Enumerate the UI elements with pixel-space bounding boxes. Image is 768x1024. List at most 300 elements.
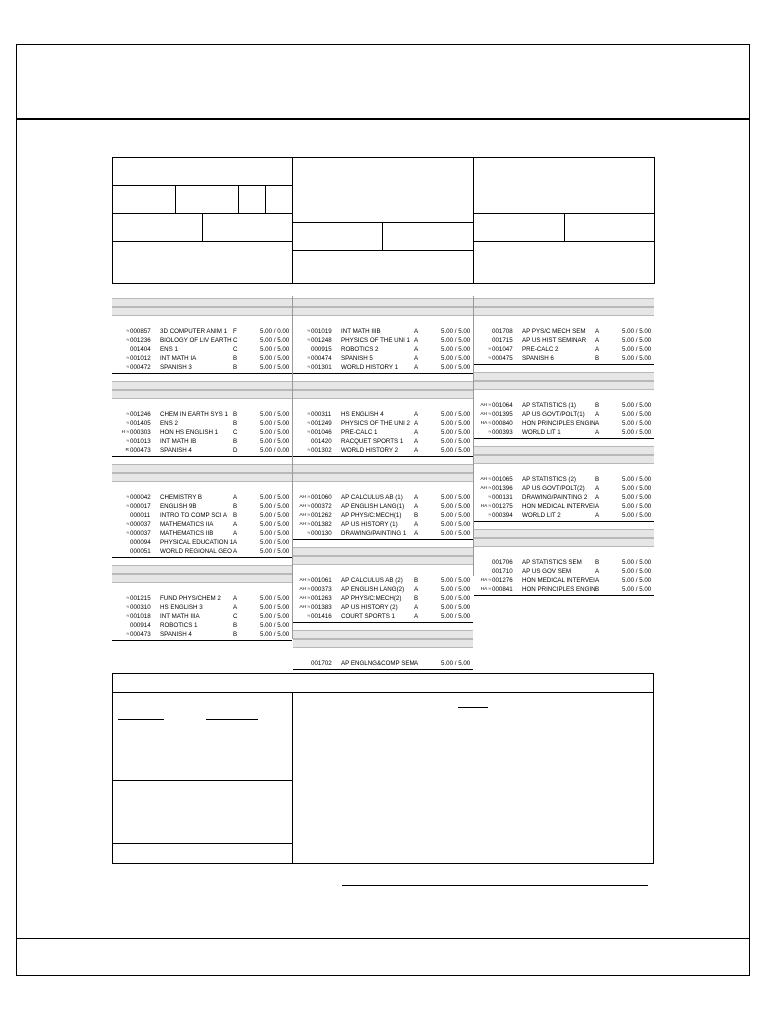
course-grade: C	[233, 613, 238, 620]
course-code: 001302	[311, 447, 332, 454]
course-grade: A	[233, 539, 238, 546]
course-flag: ≈	[307, 614, 310, 619]
course-code: 000473	[130, 447, 151, 454]
course-code: 001708	[492, 328, 513, 335]
course-row	[293, 345, 473, 354]
course-title: PHYSICS OF THE UNI 2	[341, 420, 410, 427]
course-code: 001405	[130, 420, 151, 427]
course-row	[474, 511, 654, 520]
course-row	[474, 336, 654, 345]
course-code: 001416	[311, 613, 332, 620]
course-credits: 5.00 / 5.00	[260, 512, 290, 519]
course-title: SPANISH 3	[160, 364, 192, 371]
course-code: 000393	[492, 429, 513, 436]
course-code: 000011	[130, 512, 151, 519]
course-grade: A	[414, 355, 419, 362]
course-title: WORLD HISTORY 2	[341, 447, 399, 454]
course-code: 001715	[492, 337, 513, 344]
course-flag: AH ≈	[299, 596, 310, 601]
course-flag: ≈	[488, 356, 491, 361]
course-credits: 5.00 / 5.00	[441, 346, 471, 353]
course-title: AP PHYS/C:MECH(2)	[341, 595, 402, 602]
course-credits: 5.00 / 5.00	[622, 411, 652, 418]
course-title: ENGLISH 9B	[160, 503, 197, 510]
course-title: AP US GOVT/POLT(2)	[522, 485, 585, 492]
course-flag: AH ≈	[299, 495, 310, 500]
signature-line	[342, 885, 648, 886]
blank-line	[206, 719, 258, 720]
course-grade: B	[414, 577, 419, 584]
course-row	[293, 410, 473, 419]
course-credits: 5.00 / 5.00	[441, 586, 471, 593]
course-title: MATHEMATICS IIB	[160, 530, 214, 537]
course-row	[293, 327, 473, 336]
course-flag: ≈	[126, 495, 129, 500]
course-credits: 5.00 / 5.00	[260, 613, 290, 620]
course-flag: ≈	[126, 522, 129, 527]
course-flag: AH ≈	[480, 486, 491, 491]
course-title: AP ENGLNG&COMP SEM	[341, 660, 415, 667]
course-credits: 5.00 / 5.00	[441, 503, 471, 510]
course-credits: 5.00 / 5.00	[260, 346, 290, 353]
course-title: CHEM IN EARTH SYS 1	[160, 411, 228, 418]
course-row	[112, 529, 292, 538]
course-row	[293, 437, 473, 446]
course-flag: ≈	[126, 412, 129, 417]
course-code: 001248	[311, 337, 332, 344]
course-row	[293, 446, 473, 455]
course-flag: ≈	[126, 596, 129, 601]
course-credits: 5.00 / 5.00	[622, 420, 652, 427]
course-title: FUND PHYS/CHEM 2	[160, 595, 221, 602]
course-row	[293, 659, 473, 668]
course-credits: 5.00 / 5.00	[260, 595, 290, 602]
course-flag: R	[125, 448, 129, 453]
term-header-bar	[474, 298, 654, 307]
course-code: 000037	[130, 530, 151, 537]
course-row	[293, 594, 473, 603]
course-grade: F	[233, 328, 237, 335]
course-code: 000472	[130, 364, 151, 371]
course-credits: 5.00 / 5.00	[441, 364, 471, 371]
course-grade: A	[595, 420, 600, 427]
course-title: DRAWING/PAINTING 2	[522, 494, 588, 501]
course-grade: A	[233, 521, 238, 528]
course-credits: 5.00 / 5.00	[441, 512, 471, 519]
course-row	[112, 630, 292, 639]
course-grade: A	[414, 503, 419, 510]
term-divider	[474, 364, 654, 365]
course-flag: H ≈	[121, 430, 129, 435]
course-credits: 5.00 / 0.00	[260, 328, 290, 335]
course-credits: 5.00 / 5.00	[260, 411, 290, 418]
course-grade: A	[595, 346, 600, 353]
term-header-bar	[293, 381, 473, 390]
course-flag: AH ≈	[299, 587, 310, 592]
course-code: 000474	[311, 355, 332, 362]
course-title: SPANISH 5	[341, 355, 373, 362]
course-title: INT MATH IIIA	[160, 613, 200, 620]
course-grade: A	[414, 337, 419, 344]
course-title: 3D COMPUTER ANIM 1	[160, 328, 228, 335]
blank-line	[458, 707, 488, 708]
course-row	[474, 345, 654, 354]
course-row	[112, 363, 292, 372]
course-row	[112, 410, 292, 419]
course-flag: ≈	[126, 365, 129, 370]
term-divider	[293, 373, 473, 374]
course-flag: AH ≈	[299, 578, 310, 583]
term-header-bar	[293, 298, 473, 307]
course-grade: A	[414, 364, 419, 371]
course-grade: A	[414, 420, 419, 427]
course-row	[112, 446, 292, 455]
course-grade: A	[233, 548, 238, 555]
course-code: 001061	[311, 577, 332, 584]
course-credits: 5.00 / 5.00	[441, 337, 471, 344]
course-code: 001382	[311, 521, 332, 528]
course-row	[293, 502, 473, 511]
course-flag: ≈	[126, 632, 129, 637]
course-grade: B	[233, 355, 238, 362]
term-divider	[112, 640, 292, 641]
course-code: 001236	[130, 337, 151, 344]
course-row	[112, 502, 292, 511]
course-credits: 5.00 / 5.00	[260, 420, 290, 427]
course-title: AP CALCULUS AB (2)	[341, 577, 403, 584]
course-title: SPANISH 4	[160, 447, 192, 454]
course-grade: A	[414, 411, 419, 418]
course-code: 001420	[311, 438, 332, 445]
course-code: 001060	[311, 494, 332, 501]
course-title: AP US HISTORY (1)	[341, 521, 398, 528]
course-flag: ≈	[488, 495, 491, 500]
course-row	[293, 336, 473, 345]
course-flag: AH ≈	[299, 504, 310, 509]
course-code: 000394	[492, 512, 513, 519]
course-grade: B	[595, 476, 600, 483]
course-row	[112, 538, 292, 547]
term-header-bar	[112, 464, 292, 473]
course-row	[112, 547, 292, 556]
course-row	[293, 585, 473, 594]
course-title: COURT SPORTS 1	[341, 613, 395, 620]
course-title: AP STATISTICS (1)	[522, 402, 576, 409]
course-grade: A	[595, 328, 600, 335]
course-grade: B	[414, 595, 419, 602]
course-grade: B	[233, 411, 238, 418]
course-credits: 5.00 / 5.00	[441, 595, 471, 602]
course-title: WORLD REGIONAL GEO	[160, 548, 232, 555]
course-row	[112, 621, 292, 630]
course-flag: ≈	[307, 421, 310, 426]
course-credits: 5.00 / 5.00	[260, 530, 290, 537]
course-credits: 5.00 / 5.00	[622, 402, 652, 409]
course-row	[474, 585, 654, 594]
course-code: 001019	[311, 328, 332, 335]
course-credits: 5.00 / 5.00	[622, 355, 652, 362]
course-flag: ≈	[307, 531, 310, 536]
course-flag: ≈	[126, 614, 129, 619]
course-grade: A	[414, 530, 419, 537]
course-title: HON HS ENGLISH 1	[160, 429, 219, 436]
course-title: HS ENGLISH 4	[341, 411, 384, 418]
course-title: ROBOTICS 2	[341, 346, 379, 353]
term-header-bar	[474, 372, 654, 381]
course-row	[474, 428, 654, 437]
course-credits: 5.00 / 5.00	[260, 622, 290, 629]
course-row	[112, 437, 292, 446]
course-flag: ≈	[126, 329, 129, 334]
course-code: 000841	[492, 586, 513, 593]
course-title: AP ENGLISH LANG(1)	[341, 503, 405, 510]
course-credits: 5.00 / 5.00	[622, 577, 652, 584]
course-credits: 5.00 / 0.00	[260, 447, 290, 454]
course-grade: B	[414, 512, 419, 519]
course-title: ENS 2	[160, 420, 178, 427]
course-flag: HA ≈	[480, 587, 491, 592]
course-title: AP CALCULUS AB (1)	[341, 494, 403, 501]
course-title: AP US HIST SEMINAR	[522, 337, 587, 344]
course-grade: C	[233, 429, 238, 436]
course-grade: A	[414, 586, 419, 593]
course-title: MATHEMATICS IIA	[160, 521, 214, 528]
term-divider	[293, 669, 473, 670]
term-header-bar	[112, 381, 292, 390]
course-row	[474, 576, 654, 585]
course-title: CHEMISTRY B	[160, 494, 203, 501]
course-credits: 5.00 / 5.00	[260, 604, 290, 611]
term-header-bar	[474, 381, 654, 390]
course-flag: ≈	[126, 504, 129, 509]
term-header-bar	[293, 630, 473, 639]
course-code: 000840	[492, 420, 513, 427]
course-grade: B	[595, 559, 600, 566]
course-title: PHYSICAL EDUCATION 1	[160, 539, 234, 546]
course-row	[112, 520, 292, 529]
course-title: ENS 1	[160, 346, 178, 353]
course-credits: 5.00 / 5.00	[622, 328, 652, 335]
course-code: 000372	[311, 503, 332, 510]
course-title: WORLD LIT 2	[522, 512, 561, 519]
course-row	[293, 576, 473, 585]
course-code: 001404	[130, 346, 151, 353]
term-header-bar	[474, 455, 654, 464]
course-grade: A	[233, 604, 238, 611]
course-flag: HA ≈	[480, 578, 491, 583]
course-code: 001710	[492, 568, 513, 575]
course-code: 001263	[311, 595, 332, 602]
course-title: SPANISH 4	[160, 631, 192, 638]
course-credits: 5.00 / 5.00	[260, 438, 290, 445]
course-title: AP PHYS/C:MECH(1)	[341, 512, 402, 519]
course-row	[474, 558, 654, 567]
course-credits: 5.00 / 5.00	[622, 586, 652, 593]
course-credits: 5.00 / 5.00	[441, 530, 471, 537]
course-credits: 5.00 / 5.00	[441, 447, 471, 454]
course-grade: A	[595, 494, 600, 501]
course-row	[474, 567, 654, 576]
course-code: 001383	[311, 604, 332, 611]
term-header-bar	[293, 473, 473, 482]
course-code: 001249	[311, 420, 332, 427]
term-header-bar	[112, 390, 292, 399]
course-row	[474, 354, 654, 363]
course-flag: ≈	[307, 356, 310, 361]
course-flag: AH ≈	[480, 477, 491, 482]
course-code: 001013	[130, 438, 151, 445]
course-flag: AH ≈	[480, 412, 491, 417]
course-row	[112, 419, 292, 428]
course-grade: A	[595, 577, 600, 584]
course-row	[293, 603, 473, 612]
course-title: HON PRINCIPLES ENGIN	[522, 586, 596, 593]
course-grade: A	[595, 512, 600, 519]
course-title: WORLD LIT 1	[522, 429, 561, 436]
term-header-bar	[474, 529, 654, 538]
course-credits: 5.00 / 5.00	[441, 411, 471, 418]
course-title: DRAWING/PAINTING 1	[341, 530, 407, 537]
course-grade: A	[595, 337, 600, 344]
course-credits: 5.00 / 5.00	[260, 521, 290, 528]
term-header-bar	[112, 298, 292, 307]
course-code: 000914	[130, 622, 151, 629]
course-row	[293, 363, 473, 372]
course-grade: A	[414, 447, 419, 454]
course-credits: 5.00 / 5.00	[260, 429, 290, 436]
course-row	[293, 354, 473, 363]
course-credits: 5.00 / 5.00	[260, 539, 290, 546]
course-code: 001047	[492, 346, 513, 353]
course-title: AP STATISTICS SEM	[522, 559, 582, 566]
course-code: 000475	[492, 355, 513, 362]
course-title: HON PRINCIPLES ENGIN	[522, 420, 596, 427]
course-grade: D	[233, 447, 238, 454]
course-code: 000051	[130, 548, 151, 555]
info-outer-box	[112, 157, 655, 284]
course-title: RACQUET SPORTS 1	[341, 438, 404, 445]
course-code: 000303	[130, 429, 151, 436]
course-credits: 5.00 / 5.00	[260, 337, 290, 344]
course-credits: 5.00 / 5.00	[622, 476, 652, 483]
course-title: HON MEDICAL INTERVEI	[522, 503, 595, 510]
course-code: 001018	[130, 613, 151, 620]
course-credits: 5.00 / 5.00	[441, 429, 471, 436]
course-flag: ≈	[307, 365, 310, 370]
course-flag: ≈	[126, 356, 129, 361]
course-grade: A	[414, 660, 419, 667]
course-credits: 5.00 / 5.00	[441, 355, 471, 362]
course-grade: A	[414, 494, 419, 501]
course-row	[112, 511, 292, 520]
course-row	[112, 594, 292, 603]
course-title: INT MATH IA	[160, 355, 197, 362]
course-code: 000473	[130, 631, 151, 638]
course-code: 001064	[492, 402, 513, 409]
term-header-bar	[293, 390, 473, 399]
course-row	[112, 603, 292, 612]
term-header-bar	[293, 556, 473, 565]
term-divider	[293, 622, 473, 623]
course-code: 000042	[130, 494, 151, 501]
course-row	[293, 493, 473, 502]
course-row	[112, 493, 292, 502]
course-grade: A	[414, 438, 419, 445]
term-divider	[293, 539, 473, 540]
course-row	[293, 419, 473, 428]
course-code: 001702	[311, 660, 332, 667]
term-header-bar	[474, 538, 654, 547]
course-credits: 5.00 / 5.00	[622, 503, 652, 510]
course-title: ROBOTICS 1	[160, 622, 198, 629]
course-flag: HA ≈	[480, 504, 491, 509]
course-grade: A	[595, 485, 600, 492]
course-flag: AH ≈	[299, 605, 310, 610]
course-row	[474, 484, 654, 493]
term-divider	[293, 456, 473, 457]
course-flag: ≈	[307, 448, 310, 453]
course-row	[112, 345, 292, 354]
course-grade: B	[233, 622, 238, 629]
course-flag: ≈	[488, 347, 491, 352]
course-row	[474, 410, 654, 419]
course-row	[474, 419, 654, 428]
course-code: 001275	[492, 503, 513, 510]
course-code: 001395	[492, 411, 513, 418]
course-title: PRE-CALC 2	[522, 346, 559, 353]
term-divider	[112, 373, 292, 374]
course-grade: A	[233, 595, 238, 602]
course-row	[112, 612, 292, 621]
course-code: 000373	[311, 586, 332, 593]
course-code: 001046	[311, 429, 332, 436]
course-grade: A	[233, 530, 238, 537]
course-credits: 5.00 / 5.00	[622, 346, 652, 353]
course-credits: 5.00 / 5.00	[260, 503, 290, 510]
course-title: WORLD HISTORY 1	[341, 364, 399, 371]
course-credits: 5.00 / 5.00	[260, 548, 290, 555]
course-code: 001012	[130, 355, 151, 362]
course-credits: 5.00 / 5.00	[441, 420, 471, 427]
course-grade: A	[414, 328, 419, 335]
course-row	[112, 428, 292, 437]
course-grade: C	[233, 337, 238, 344]
course-grade: A	[595, 503, 600, 510]
course-code: 001065	[492, 476, 513, 483]
course-credits: 5.00 / 5.00	[441, 577, 471, 584]
course-flag: AH ≈	[299, 522, 310, 527]
course-title: AP PYS/C MECH SEM	[522, 328, 586, 335]
course-code: 001301	[311, 364, 332, 371]
term-divider	[112, 456, 292, 457]
term-header-bar	[112, 574, 292, 583]
header-divider	[16, 118, 750, 120]
term-header-bar	[474, 307, 654, 316]
course-grade: B	[595, 586, 600, 593]
blank-line	[118, 719, 164, 720]
course-credits: 5.00 / 5.00	[441, 604, 471, 611]
course-code: 001262	[311, 512, 332, 519]
summary-outer-box	[112, 673, 654, 864]
course-title: INT MATH IIIB	[341, 328, 381, 335]
course-credits: 5.00 / 5.00	[260, 494, 290, 501]
course-credits: 5.00 / 5.00	[260, 364, 290, 371]
course-credits: 5.00 / 5.00	[441, 438, 471, 445]
term-header-bar	[293, 547, 473, 556]
course-grade: B	[595, 355, 600, 362]
course-credits: 5.00 / 5.00	[441, 613, 471, 620]
course-title: AP ENGLISH LANG(2)	[341, 586, 405, 593]
